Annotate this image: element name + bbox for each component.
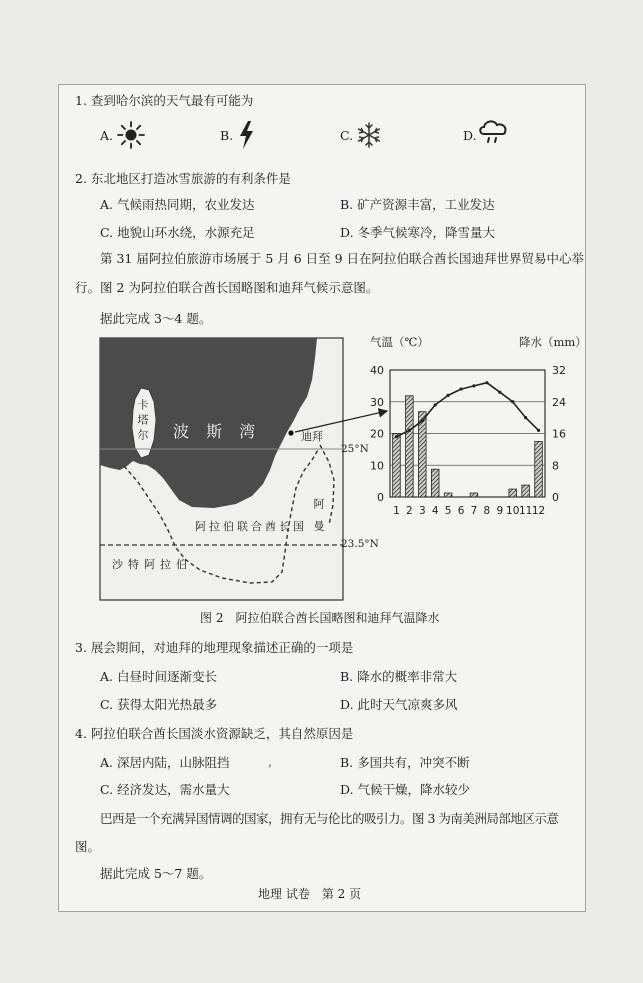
q3-option-a: A. 白昼时间逐渐变长 xyxy=(100,669,217,684)
q4-stray-mark: , xyxy=(268,754,272,769)
passage1-line2: 行。图 2 为阿拉伯联合酋长国略图和迪拜气候示意图。 xyxy=(75,280,379,295)
q2-option-a: A. 气候雨热同期，农业发达 xyxy=(100,197,255,212)
y-tick-label: 40 xyxy=(370,364,384,377)
map-label-saudi-arabia: 沙特阿拉伯 xyxy=(112,558,192,571)
temperature-point xyxy=(472,384,475,387)
x-tick-label: 5 xyxy=(444,505,452,517)
temperature-point xyxy=(498,391,501,394)
precipitation-bar xyxy=(444,493,452,497)
x-tick-label: 11 xyxy=(518,505,533,517)
chart-ylabel-temperature: 气温（℃） xyxy=(370,335,429,349)
q3-option-d: D. 此时天气凉爽多风 xyxy=(340,697,458,712)
temperature-point xyxy=(395,435,398,438)
q4-option-c: C. 经济发达，需水量大 xyxy=(100,782,230,797)
temperature-point xyxy=(459,387,462,390)
temperature-point xyxy=(421,419,424,422)
x-tick-label: 2 xyxy=(406,505,413,517)
precipitation-bar xyxy=(418,412,426,497)
y2-tick-label: 32 xyxy=(552,364,566,377)
snowflake-icon xyxy=(354,120,384,150)
page-footer: 地理 试卷 第 2 页 xyxy=(258,887,362,901)
temperature-point xyxy=(524,416,527,419)
q3-option-b: B. 降水的概率非常大 xyxy=(340,669,458,684)
q3-option-c: C. 获得太阳光热最多 xyxy=(100,697,218,712)
temperature-point xyxy=(447,394,450,397)
precipitation-bar xyxy=(406,396,414,497)
x-tick-label: 1 xyxy=(393,505,400,517)
passage1-line1: 第 31 届阿拉伯旅游市场展于 5 月 6 日至 9 日在阿拉伯联合酋长国迪拜世界贸易中心举 xyxy=(100,251,585,266)
q1-stem: 1. 查到哈尔滨的天气最有可能为 xyxy=(75,93,254,108)
chart-y2label-precipitation: 降水（mm） xyxy=(519,335,587,349)
figure2-caption: 图 2 阿拉伯联合酋长国略图和迪拜气温降水 xyxy=(200,611,440,625)
x-tick-label: 6 xyxy=(457,505,465,517)
map-label-25n: 25°N xyxy=(341,443,369,455)
y-tick-label: 0 xyxy=(377,491,384,504)
x-tick-label: 10 xyxy=(506,505,520,517)
x-tick-label: 7 xyxy=(470,505,478,517)
temperature-point xyxy=(408,429,411,432)
precipitation-bar xyxy=(509,489,517,497)
q1-option-a-letter: A. xyxy=(100,128,114,143)
map-label-23-5n: 23.5°N xyxy=(341,538,379,550)
q2-option-c: C. 地貌山环水绕，水源充足 xyxy=(100,225,255,240)
passage2-line1: 巴西是一个充满异国情调的国家，拥有无与伦比的吸引力。图 3 为南美洲局部地区示意 xyxy=(100,811,559,826)
dubai-point xyxy=(288,430,293,435)
x-tick-label: 12 xyxy=(531,505,546,517)
q3-stem: 3. 展会期间，对迪拜的地理现象描述正确的一项是 xyxy=(75,640,354,655)
temperature-point xyxy=(434,403,437,406)
map-label-uae: 阿拉伯联合酋长国 xyxy=(195,520,307,533)
y2-tick-label: 24 xyxy=(552,395,566,409)
passage1-line3: 据此完成 3～4 题。 xyxy=(100,311,212,326)
q1-option-b-letter: B. xyxy=(220,128,234,143)
y-tick-label: 20 xyxy=(370,427,384,441)
q1-option-c-letter: C. xyxy=(340,128,354,143)
q2-option-b: B. 矿产资源丰富，工业发达 xyxy=(340,197,495,212)
precipitation-bar xyxy=(522,485,530,497)
q1-option-d-letter: D. xyxy=(463,128,477,143)
precipitation-bar xyxy=(470,493,478,497)
y-tick-label: 10 xyxy=(370,459,384,473)
map-label-oman: 阿曼 xyxy=(312,498,325,542)
sun-icon xyxy=(115,120,147,150)
q2-option-d: D. 冬季气候寒冷，降雪量大 xyxy=(340,225,496,240)
precipitation-bar xyxy=(535,441,543,497)
y-tick-label: 30 xyxy=(370,395,384,409)
q4-stem: 4. 阿拉伯联合酋长国淡水资源缺乏，其自然原因是 xyxy=(75,726,354,741)
q4-option-d: D. 气候干燥，降水较少 xyxy=(340,782,471,797)
x-tick-label: 4 xyxy=(431,505,439,517)
dubai-climate-chart xyxy=(370,364,566,517)
x-tick-label: 8 xyxy=(483,505,491,517)
precipitation-bar xyxy=(393,434,401,498)
y2-tick-label: 0 xyxy=(552,491,559,504)
q2-stem: 2. 东北地区打造冰雪旅游的有利条件是 xyxy=(75,171,291,186)
map-label-dubai: 迪拜 xyxy=(301,430,323,443)
map-label-persian-gulf: 波 斯 湾 xyxy=(173,422,262,441)
temperature-point xyxy=(485,381,488,384)
rain-cloud-icon xyxy=(477,117,511,147)
q4-option-a: A. 深居内陆，山脉阻挡 xyxy=(100,755,230,770)
y2-tick-label: 16 xyxy=(552,427,566,441)
temperature-point xyxy=(537,429,540,432)
y2-tick-label: 8 xyxy=(552,459,559,473)
passage2-line2: 图。 xyxy=(75,839,101,854)
map-label-qatar: 卡塔尔 xyxy=(136,399,149,444)
passage2-line3: 据此完成 5～7 题。 xyxy=(100,866,212,881)
lightning-icon xyxy=(235,120,257,150)
x-tick-label: 3 xyxy=(418,505,426,517)
temperature-point xyxy=(511,400,514,403)
precipitation-bar xyxy=(431,469,439,497)
x-tick-label: 9 xyxy=(496,505,504,517)
q4-option-b: B. 多国共有，冲突不断 xyxy=(340,755,470,770)
